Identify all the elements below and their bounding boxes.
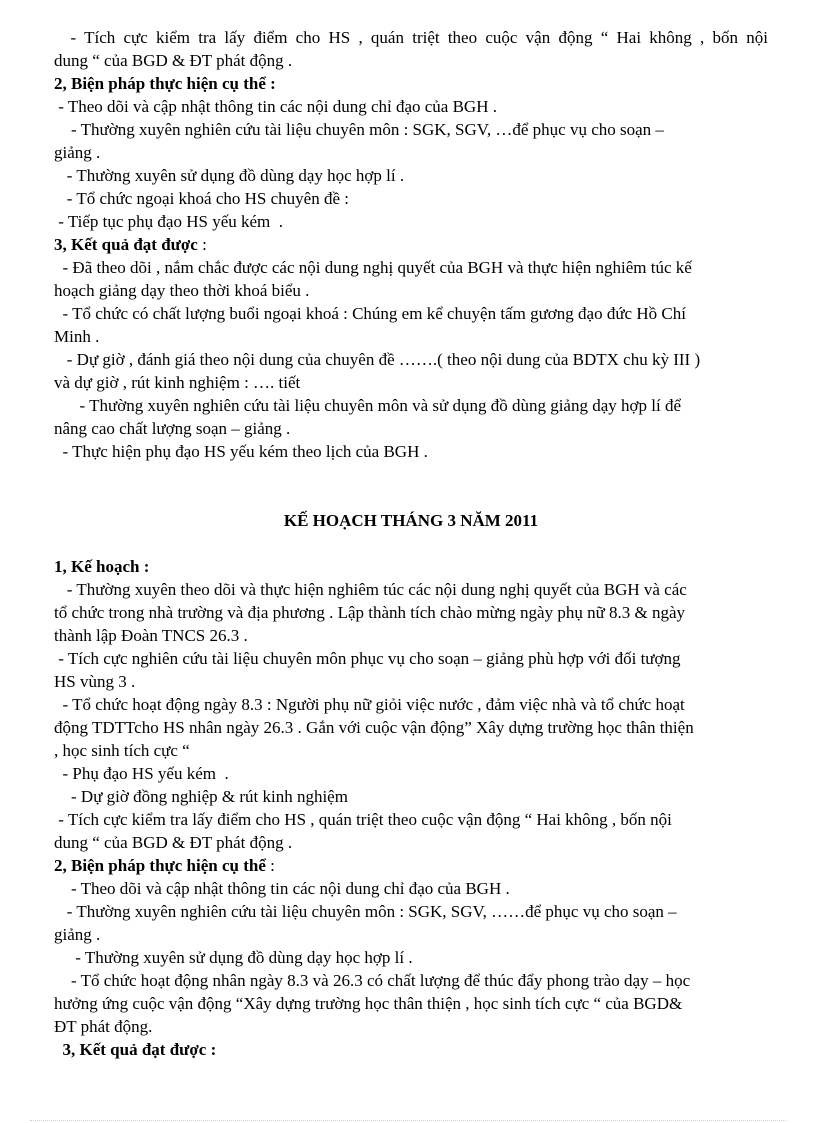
text-line: - Thường xuyên nghiên cứu tài liệu chuyên môn : SGK, SGV, …để phục vụ cho soạn – bbox=[54, 120, 664, 139]
text-line: ĐT phát động. bbox=[54, 1017, 153, 1036]
text-line: , học sinh tích cực “ bbox=[54, 741, 190, 760]
heading-colon: : bbox=[197, 235, 207, 254]
text-line: hoạch giảng dạy theo thời khoá biểu . bbox=[54, 281, 310, 300]
spacer bbox=[54, 463, 768, 509]
text-line: - Dự giờ đồng nghiệp & rút kinh nghiệm bbox=[54, 787, 348, 806]
heading-colon: : bbox=[265, 856, 275, 875]
text-line: - Thường xuyên nghiên cứu tài liệu chuyên môn : SGK, SGV, ……để phục vụ cho soạn – bbox=[54, 902, 677, 921]
heading-text: 3, Kết quả đạt được bbox=[54, 235, 198, 254]
section-heading bbox=[54, 233, 768, 256]
page-bottom-rule bbox=[30, 1120, 786, 1121]
text-line: động TDTTcho HS nhân ngày 26.3 . Gắn với cuộc vận động” Xây dựng trường học thân thiện bbox=[54, 718, 694, 737]
text-line: - Phụ đạo HS yếu kém . bbox=[54, 764, 229, 783]
text-line: - Tổ chức ngoại khoá cho HS chuyên đề : bbox=[54, 189, 349, 208]
text-line: - Tổ chức hoạt động nhân ngày 8.3 và 26.3 có chất lượng để thúc đẩy phong trào dạy – học bbox=[54, 971, 691, 990]
text-line: - Thực hiện phụ đạo HS yếu kém theo lịch của BGH . bbox=[54, 442, 428, 461]
page-title: KẾ HOẠCH THÁNG 3 NĂM 2011 bbox=[283, 511, 539, 530]
text-line: dung “ của BGD & ĐT phát động . bbox=[54, 833, 293, 852]
text-line: giảng . bbox=[54, 143, 101, 162]
section-heading: 1, Kế hoạch : bbox=[54, 557, 150, 576]
text-line: - Theo dõi và cập nhật thông tin các nội dung chỉ đạo của BGH . bbox=[54, 879, 510, 898]
text-line: - Tích cực nghiên cứu tài liệu chuyên môn phục vụ cho soạn – giảng phù hợp với đối tượng bbox=[54, 649, 681, 668]
text-line: - Theo dõi và cập nhật thông tin các nội dung chỉ đạo của BGH . bbox=[54, 97, 497, 116]
text-line: - Thường xuyên sử dụng đồ dùng dạy học hợp lí . bbox=[54, 948, 413, 967]
text-line: dung “ của BGD & ĐT phát động . bbox=[54, 51, 293, 70]
text-line: HS vùng 3 . bbox=[54, 672, 136, 691]
heading-text: 2, Biện pháp thực hiện cụ thể bbox=[54, 856, 266, 875]
text-line: - Tích cực kiểm tra lấy điểm cho HS , quán triệt theo cuộc vận động “ Hai không , bốn nội bbox=[54, 810, 672, 829]
document-page bbox=[54, 26, 768, 1061]
text-line: - Tích cực kiểm tra lấy điểm cho HS , quán triệt theo cuộc vận động “ Hai không , bốn nội bbox=[54, 28, 768, 47]
text-line: tổ chức trong nhà trường và địa phương . Lập thành tích chào mừng ngày phụ nữ 8.3 & ngày bbox=[54, 603, 686, 622]
text-line: Minh . bbox=[54, 327, 100, 346]
section-heading: 3, Kết quả đạt được : bbox=[54, 1040, 217, 1059]
text-line: giảng . bbox=[54, 925, 101, 944]
text-line: - Tiếp tục phụ đạo HS yếu kém . bbox=[54, 212, 284, 231]
section-heading: 2, Biện pháp thực hiện cụ thể : bbox=[54, 74, 276, 93]
text-line: nâng cao chất lượng soạn – giảng . bbox=[54, 419, 291, 438]
section-heading bbox=[54, 854, 768, 877]
text-line: - Thường xuyên theo dõi và thực hiện nghiêm túc các nội dung nghị quyết của BGH và các bbox=[54, 580, 687, 599]
spacer bbox=[54, 532, 768, 555]
text-line: thành lập Đoàn TNCS 26.3 . bbox=[54, 626, 248, 645]
text-line: - Tổ chức có chất lượng buổi ngoại khoá : Chúng em kể chuyện tấm gương đạo đức Hồ Chí bbox=[54, 304, 686, 323]
text-line: và dự giờ , rút kinh nghiệm : …. tiết bbox=[54, 373, 301, 392]
text-line: - Thường xuyên sử dụng đồ dùng dạy học hợp lí . bbox=[54, 166, 405, 185]
text-line: hưởng ứng cuộc vận động “Xây dựng trường học thân thiện , học sinh tích cực “ của BGD& bbox=[54, 994, 683, 1013]
text-line: - Dự giờ , đánh giá theo nội dung của chuyên đề …….( theo nội dung của BDTX chu kỳ III ) bbox=[54, 350, 701, 369]
text-line: - Đã theo dõi , nắm chắc được các nội dung nghị quyết của BGH và thực hiện nghiêm túc kế bbox=[54, 258, 692, 277]
text-line: - Thường xuyên nghiên cứu tài liệu chuyên môn và sử dụng đồ dùng giảng dạy hợp lí để bbox=[54, 396, 681, 415]
text-line: - Tổ chức hoạt động ngày 8.3 : Người phụ nữ giỏi việc nước , đảm việc nhà và tổ chức hoạt bbox=[54, 695, 685, 714]
